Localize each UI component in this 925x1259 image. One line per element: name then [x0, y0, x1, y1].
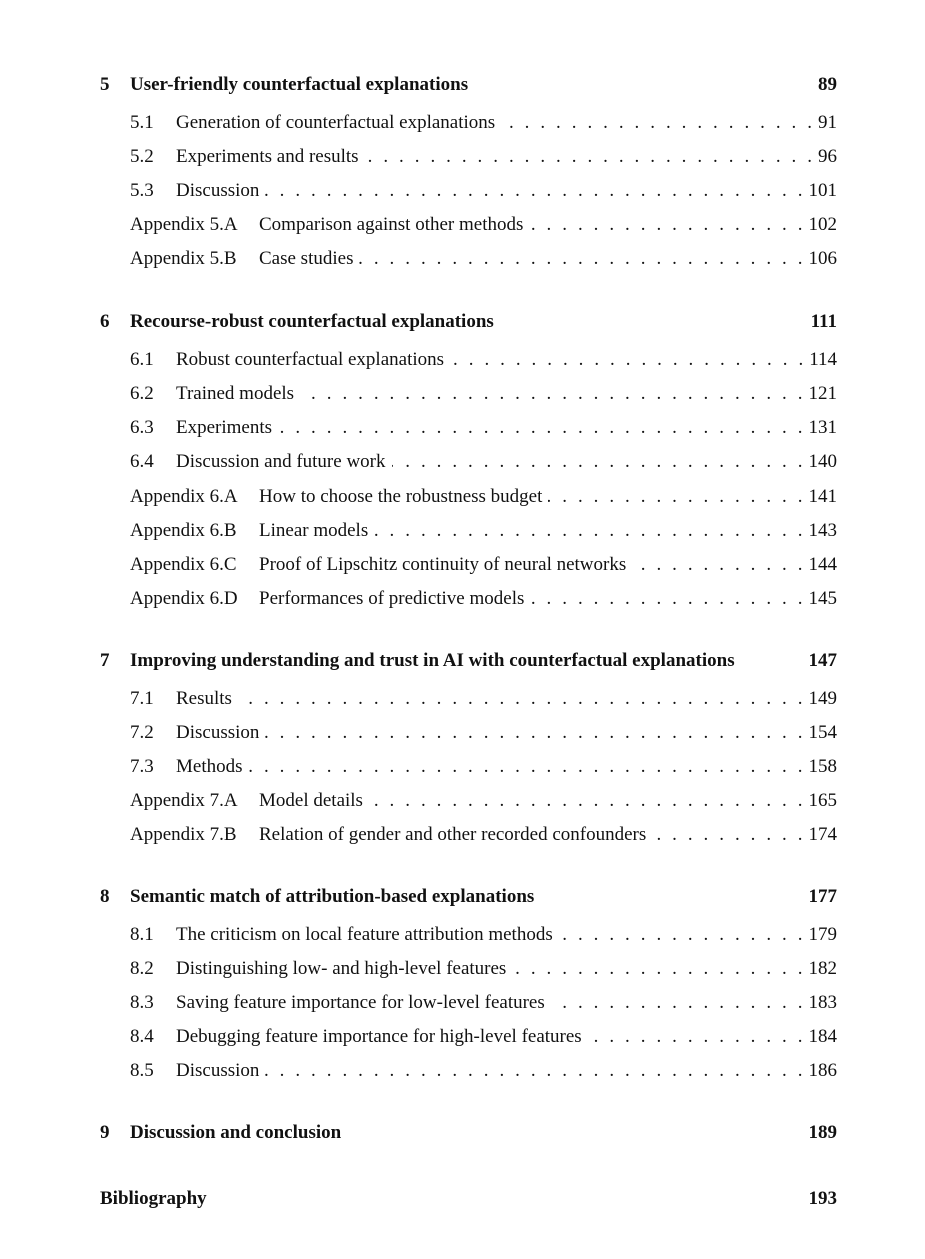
appendix-page: 143: [808, 520, 837, 541]
section-title: Experiments and results: [176, 146, 359, 167]
appendix-number: Appendix 6.B: [130, 520, 237, 541]
section-page: 114: [809, 349, 837, 370]
section-number: 5.1: [130, 112, 154, 133]
dot-leader: [501, 112, 812, 134]
section-page: 149: [808, 688, 837, 709]
appendix-page: 102: [808, 214, 837, 235]
toc-appendix[interactable]: [0, 246, 925, 272]
toc-section[interactable]: [0, 990, 925, 1016]
chapter-number: 6: [100, 311, 110, 332]
section-title: The criticism on local feature attribution methods: [176, 924, 553, 945]
dot-leader: [300, 383, 802, 405]
section-number: 8.1: [130, 924, 154, 945]
section-number: 6.4: [130, 451, 154, 472]
dot-leader: [365, 146, 812, 168]
section-number: 8.2: [130, 958, 154, 979]
appendix-number: Appendix 6.D: [130, 588, 238, 609]
section-number: 7.3: [130, 756, 154, 777]
appendix-title: How to choose the robustness budget: [259, 486, 543, 507]
toc-section[interactable]: [0, 110, 925, 136]
section-page: 154: [808, 722, 837, 743]
dot-leader: [265, 180, 802, 202]
dot-leader: [392, 451, 803, 473]
chapter-number: 8: [100, 886, 110, 907]
dot-leader: [359, 248, 802, 270]
toc-section[interactable]: [0, 922, 925, 948]
section-number: 8.4: [130, 1026, 154, 1047]
dot-leader: [632, 554, 802, 576]
toc-appendix[interactable]: [0, 518, 925, 544]
chapter-title: Discussion and conclusion: [130, 1122, 342, 1143]
toc-appendix[interactable]: [0, 552, 925, 578]
toc-section[interactable]: [0, 144, 925, 170]
toc-section[interactable]: [0, 1058, 925, 1084]
section-page: 158: [808, 756, 837, 777]
toc-chapter-8[interactable]: [0, 884, 925, 910]
section-title: Saving feature importance for low-level features: [176, 992, 545, 1013]
chapter-title: User-friendly counterfactual explanations: [130, 74, 469, 95]
appendix-page: 165: [808, 790, 837, 811]
appendix-number: Appendix 6.A: [130, 486, 238, 507]
section-title: Generation of counterfactual explanations: [176, 112, 496, 133]
section-page: 183: [808, 992, 837, 1013]
section-title: Discussion and future work: [176, 451, 386, 472]
dot-leader: [529, 214, 802, 236]
section-number: 7.1: [130, 688, 154, 709]
dot-leader: [374, 520, 802, 542]
toc-section[interactable]: [0, 178, 925, 204]
section-page: 182: [808, 958, 837, 979]
toc-section[interactable]: [0, 415, 925, 441]
dot-leader: [238, 688, 803, 710]
section-title: Experiments: [176, 417, 273, 438]
section-title: Discussion: [176, 180, 260, 201]
dot-leader: [265, 722, 802, 744]
toc-appendix[interactable]: [0, 788, 925, 814]
section-page: 184: [808, 1026, 837, 1047]
chapter-number: 7: [100, 650, 110, 671]
section-page: 96: [818, 146, 837, 167]
dot-leader: [512, 958, 802, 980]
chapter-number: 9: [100, 1122, 110, 1143]
section-title: Discussion: [176, 722, 260, 743]
toc-section[interactable]: [0, 720, 925, 746]
section-title: Results: [176, 688, 232, 709]
section-number: 6.2: [130, 383, 154, 404]
section-page: 140: [808, 451, 837, 472]
section-page: 131: [808, 417, 837, 438]
toc-bibliography[interactable]: [0, 1186, 925, 1212]
section-number: 5.2: [130, 146, 154, 167]
toc-section[interactable]: [0, 1024, 925, 1050]
appendix-page: 174: [808, 824, 837, 845]
section-title: Distinguishing low- and high-level features: [176, 958, 507, 979]
section-title: Discussion: [176, 1060, 260, 1081]
toc-section[interactable]: [0, 449, 925, 475]
section-number: 6.3: [130, 417, 154, 438]
toc-appendix[interactable]: [0, 212, 925, 238]
appendix-number: Appendix 5.A: [130, 214, 238, 235]
appendix-title: Model details: [259, 790, 363, 811]
dot-leader: [551, 992, 803, 1014]
section-number: 6.1: [130, 349, 154, 370]
chapter-title: Recourse-robust counterfactual explanations: [130, 311, 494, 332]
toc-chapter-9[interactable]: [0, 1120, 925, 1146]
dot-leader: [265, 1060, 802, 1082]
section-page: 121: [808, 383, 837, 404]
dot-leader: [548, 486, 802, 508]
dot-leader: [249, 756, 803, 778]
chapter-page: 189: [808, 1122, 837, 1143]
appendix-title: Proof of Lipschitz continuity of neural networks: [259, 554, 627, 575]
bibliography-title: Bibliography: [100, 1188, 207, 1209]
chapter-title: Semantic match of attribution-based explanations: [130, 886, 535, 907]
toc-appendix[interactable]: [0, 586, 925, 612]
chapter-page: 177: [808, 886, 837, 907]
appendix-title: Case studies: [259, 248, 354, 269]
toc-section[interactable]: [0, 381, 925, 407]
dot-leader: [278, 417, 802, 439]
section-number: 5.3: [130, 180, 154, 201]
appendix-number: Appendix 5.B: [130, 248, 237, 269]
section-number: 8.5: [130, 1060, 154, 1081]
appendix-title: Comparison against other methods: [259, 214, 524, 235]
appendix-page: 144: [808, 554, 837, 575]
appendix-page: 106: [808, 248, 837, 269]
dot-leader: [652, 824, 802, 846]
bibliography-page: 193: [808, 1188, 837, 1209]
toc-appendix[interactable]: [0, 822, 925, 848]
section-page: 91: [818, 112, 837, 133]
dot-leader: [588, 1026, 803, 1048]
appendix-page: 141: [808, 486, 837, 507]
section-page: 101: [808, 180, 837, 201]
section-number: 8.3: [130, 992, 154, 1013]
chapter-title: Improving understanding and trust in AI with counterfactual explanations: [130, 650, 735, 671]
section-title: Debugging feature importance for high-level features: [176, 1026, 582, 1047]
toc-chapter-6[interactable]: [0, 309, 925, 335]
appendix-number: Appendix 7.A: [130, 790, 238, 811]
chapter-number: 5: [100, 74, 110, 95]
appendix-title: Linear models: [259, 520, 369, 541]
appendix-title: Performances of predictive models: [259, 588, 525, 609]
appendix-page: 145: [808, 588, 837, 609]
section-title: Robust counterfactual explanations: [176, 349, 445, 370]
dot-leader: [559, 924, 803, 946]
chapter-page: 111: [810, 311, 837, 332]
chapter-page: 89: [818, 74, 837, 95]
section-title: Methods: [176, 756, 243, 777]
appendix-number: Appendix 6.C: [130, 554, 237, 575]
toc-appendix[interactable]: [0, 484, 925, 510]
toc-section[interactable]: [0, 956, 925, 982]
toc-section[interactable]: [0, 686, 925, 712]
appendix-title: Relation of gender and other recorded confounders: [259, 824, 647, 845]
chapter-page: 147: [808, 650, 837, 671]
section-page: 186: [808, 1060, 837, 1081]
section-number: 7.2: [130, 722, 154, 743]
dot-leader: [369, 790, 803, 812]
appendix-number: Appendix 7.B: [130, 824, 237, 845]
section-page: 179: [808, 924, 837, 945]
section-title: Trained models: [176, 383, 295, 404]
dot-leader: [450, 349, 803, 371]
toc-chapter-5[interactable]: [0, 72, 925, 98]
toc-section[interactable]: [0, 754, 925, 780]
dot-leader: [530, 588, 802, 610]
toc-section[interactable]: [0, 347, 925, 373]
toc-chapter-7[interactable]: [0, 648, 925, 674]
